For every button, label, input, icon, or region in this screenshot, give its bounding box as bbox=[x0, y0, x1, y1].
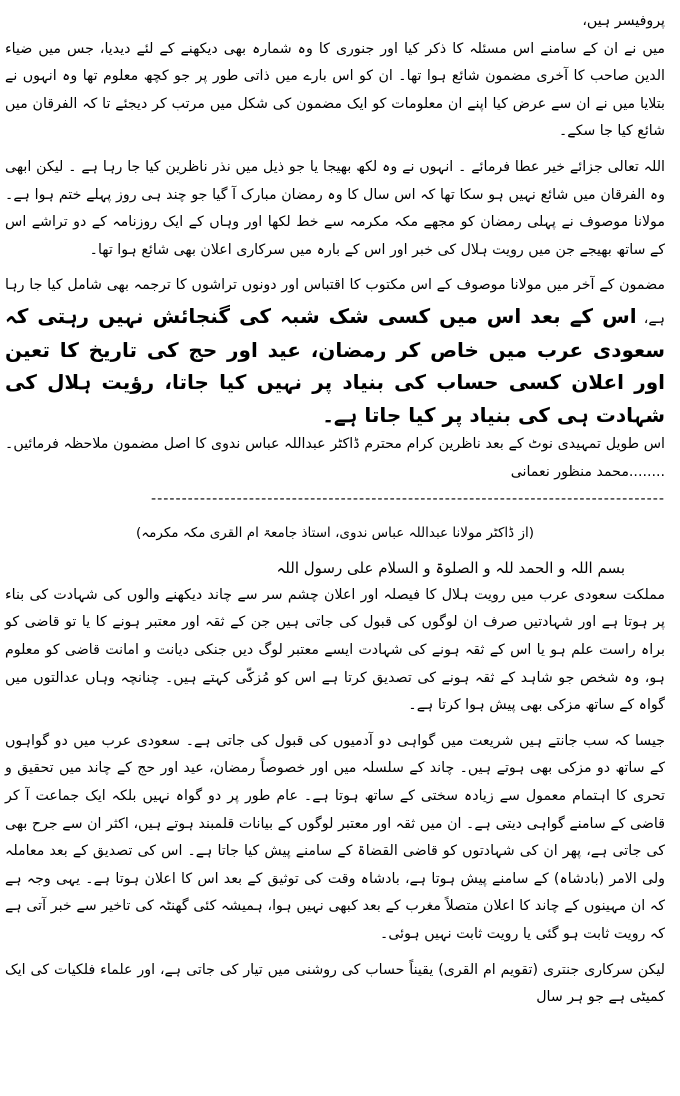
paragraph-4-note: اس طویل تمہیدی نوٹ کے بعد ناظرین کرام محترم ڈاکٹر عبداللہ عباس ندوی کا اصل مضمون ملاحظہ فرمائیں۔ ........محمد منظور نعمانی bbox=[5, 436, 665, 480]
paragraph-1: میں نے ان کے سامنے اس مسئلہ کا ذکر کیا اور جنوری کا وہ شمارہ بھی دیکھنے کے لئے دیدیا، جس میں ضیاء الدین صاحب کا آخری مضمون شائع ہوا تھا۔ ان کو اس بارے میں ذاتی طور پر جو کچھ معلوم تھا وہ انہوں نے بتلایا میں نے ان سے عرض کیا اپنے ان معلومات کو ایک مضمون کی شکل میں مرتب کر دیجئے تا کہ الفرقان میں شائع کیا جا سکے۔ bbox=[5, 40, 665, 140]
bismillah-line: بسم اللہ و الحمد للہ و الصلوۃ و السلام علی رسول اللہ bbox=[276, 558, 625, 577]
author-line: (از ڈاکٹر مولانا عبداللہ عباس ندوی، استاذ جامعۃ ام القری مکہ مکرمہ) bbox=[135, 524, 535, 541]
paragraph-opening: پروفیسر ہیں، bbox=[582, 13, 665, 29]
paragraph-3-intro: مضمون کے آخر میں مولانا موصوف کے اس مکتوب کا اقتباس اور دونوں تراشوں کا ترجمہ بھی شامل کیا جا رہا ہے، bbox=[5, 277, 666, 327]
paragraph-7: لیکن سرکاری جنتری (تقویم ام القری) یقیناً حساب کی روشنی میں تیار کی جاتی ہے، اور علماء فلکیات کی ایک کمیٹی ہے جو ہر سال bbox=[5, 961, 665, 1006]
paragraph-3-bold: اس کے بعد اس میں کسی شک شبہ کی گنجائش نہیں رہتی کہ سعودی عرب میں خاص کر رمضان، عید اور حج کی تاریخ کا تعین اور اعلان کسی حساب کی بنیاد پر نہیں کیا جاتا، رؤیت ہلال کی شہادت ہی کی بنیاد پر کیا جاتا ہے۔ bbox=[5, 303, 665, 427]
paragraph-6: جیسا کہ سب جانتے ہیں شریعت میں گواہی دو آدمیوں کی قبول کی جاتی ہے۔ سعودی عرب میں دو گواہوں کے ساتھ دو مزکی بھی ہوتے ہیں۔ چاند کے سلسلہ میں اور خصوصاً رمضان، عید اور حج کے چاند میں تحقیق و تحری کا اہتمام معمول سے زیادہ سختی کے ساتھ ہوتا ہے۔ عام طور پر دو گواہ نہیں بلکہ ایک جماعت آ کر قاضی کے سامنے گواہی دیتی ہے۔ ان میں ثقہ اور معتبر لوگوں کے بیانات قلمبند ہوتے ہیں، اکثر ان سے جرح بھی کی جاتی ہے، پھر ان کی شہادتوں کو قاضی القضاۃ کے سامنے پیش کیا جاتا ہے۔ اس کی تصدیق کے بعد معاملہ ولی الامر (بادشاہ) کے سامنے پیش ہوتا ہے، بادشاہ وقت کی توثیق کے بعد اس کا اعلان ہوتا ہے۔ یہی وجہ ہے کہ ان مہینوں کے چاند کا اعلان متصلاً مغرب کے بعد کبھی نہیں ہوا، ہمیشہ کئی گھنٹہ کی تاخیر سے خبر آتی ہے کہ رویت ثابت ہو گئی یا رویت ثابت نہیں ہوئی۔ bbox=[5, 732, 665, 942]
separator-line: ------------------------------------------------------------------------------------ bbox=[150, 491, 665, 508]
paragraph-5: مملکت سعودی عرب میں رویت ہلال کا فیصلہ اور اعلان چشم سر سے چاند دیکھنے والوں کی شہادت کی بناء پر ہوتا ہے اور شہادتیں صرف ان لوگوں کی قبول کی جاتی ہیں جن کے ثقہ اور معتبر ہونے کا یا تو قاضی کو براہ راست علم ہو یا اس کے ثقہ ہونے کی شہادت ایسے معتبر لوگ دیں جنکی دیانت و امانت قاضی کو معلوم ہو، وہ شخص جو شاہد کے ثقہ ہونے کی تصدیق کرتا ہے اس کو مُزکّی کہتے ہیں۔ چنانچہ وہاں عدالتوں میں گواہ کے ساتھ مزکی بھی پیش ہوا کرتا ہے۔ bbox=[5, 586, 665, 714]
paragraph-3 bbox=[5, 272, 665, 431]
paragraph-2: اللہ تعالی جزائے خیر عطا فرمائے ۔ انہوں نے وہ لکھ بھیجا یا جو ذیل میں نذر ناظرین کیا جا رہا ہے ۔ لیکن ابھی وہ الفرقان میں شائع نہیں ہو سکا تھا کہ اس سال کا وہ رمضان مبارک آ گیا جو چند ہی روز پہلے ختم ہوا ہے۔ مولانا موصوف نے پہلی رمضان کو مجھے مکہ مکرمہ سے خط لکھا اور وہاں کے ایک روزنامہ کے دو تراشے اس کے ساتھ بھیجے جن میں رویت ہلال کی خبر اور اس کے بارہ میں سرکاری اعلان بھی شائع ہوا تھا۔ bbox=[5, 158, 665, 258]
